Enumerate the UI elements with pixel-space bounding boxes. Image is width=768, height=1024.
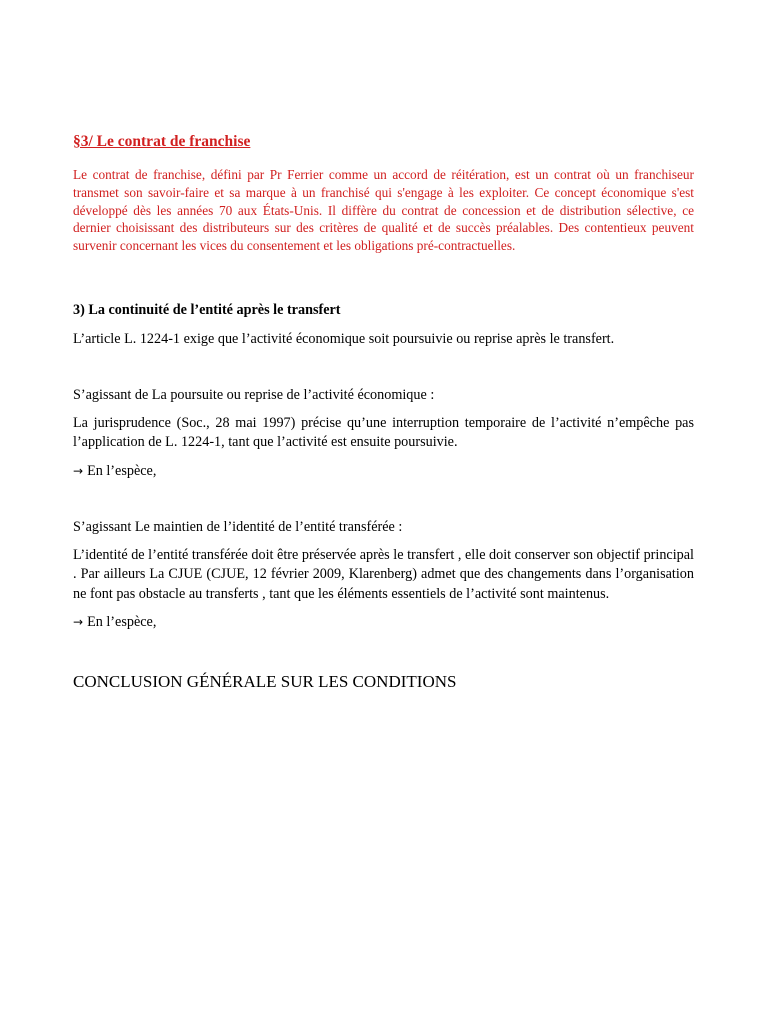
poursuite-espece-text: En l’espèce, [87, 462, 157, 479]
franchise-paragraph: Le contrat de franchise, défini par Pr Ferrier comme un accord de réitération, est un contrat où un franchiseur transmet son savoir-faire et sa marque à un franchisé qui s'engage à les exploiter. Ce concept économique s'est développé dès les années 70 aux États-Unis. Il diffère du contrat de concession et de distribution sélective, ce dernier choisissant des distributeurs sur des critères de qualité et de succès préalables. Des contentieux peuvent survenir concernant les vices du consentement et les obligations pré-contractuelles. [73, 167, 694, 254]
continuity-heading: 3) La continuité de l’entité après le transfert [73, 301, 341, 318]
poursuite-heading: S’agissant de La poursuite ou reprise de l’activité économique : [73, 387, 435, 404]
right-arrow-icon: → [73, 463, 84, 478]
right-arrow-icon: → [73, 615, 84, 630]
conclusion-title: CONCLUSION GÉNÉRALE SUR LES CONDITIONS [73, 671, 457, 691]
maintien-heading: S’agissant Le maintien de l’identité de l’entité transférée : [73, 519, 403, 536]
document-body [73, 132, 694, 693]
poursuite-espece-line [73, 462, 694, 482]
maintien-espece-line [73, 613, 694, 633]
section-title: §3/ Le contrat de franchise [73, 133, 251, 150]
poursuite-body: La jurisprudence (Soc., 28 mai 1997) précise qu’une interruption temporaire de l’activité n’empêche pas l’application de L. 1224-1, tant que l’activité est ensuite poursuivie. [73, 414, 694, 451]
maintien-espece-text: En l’espèce, [87, 614, 157, 631]
continuity-intro: L’article L. 1224-1 exige que l’activité économique soit poursuivie ou reprise après le transfert. [73, 330, 615, 347]
maintien-body: L’identité de l’entité transférée doit être préservée après le transfert , elle doit conserver son objectif principal . Par ailleurs La CJUE (CJUE, 12 février 2009, Klarenberg) admet que des changements dans l’organisation ne font pas obstacle au transferts , tant que les éléments essentiels de l’activité sont maintenus. [73, 546, 694, 602]
